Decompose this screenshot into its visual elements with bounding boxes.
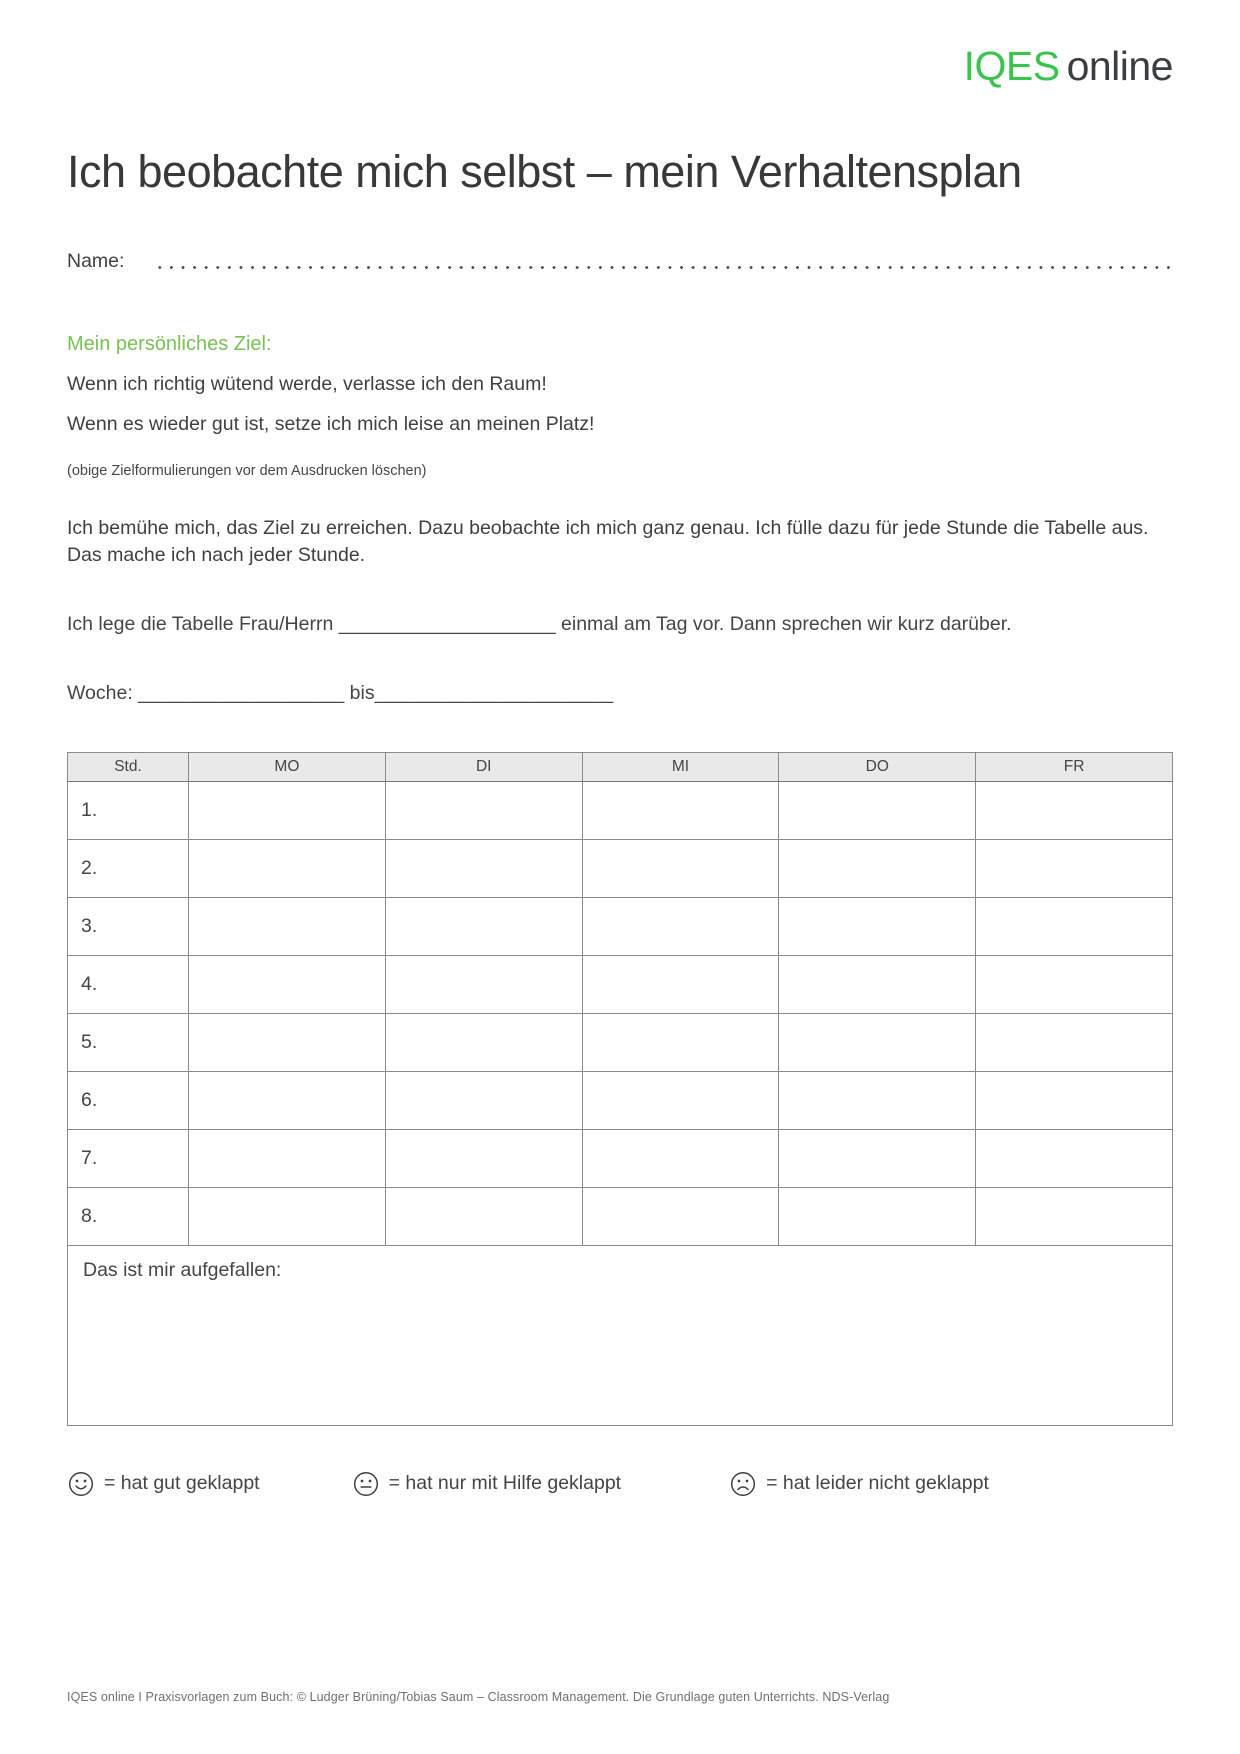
empty-cell: [385, 1071, 582, 1129]
table-row: [68, 955, 1173, 1013]
row-label: 4.: [68, 955, 189, 1013]
empty-cell: [976, 1013, 1173, 1071]
empty-cell: [582, 955, 779, 1013]
legend-label: = hat nur mit Hilfe geklappt: [388, 1472, 622, 1495]
empty-cell: [189, 1129, 386, 1187]
row-label: 8.: [68, 1187, 189, 1245]
smiley-happy-icon: [67, 1470, 95, 1498]
table-row: [68, 1187, 1173, 1245]
empty-cell: [189, 781, 386, 839]
goal-line-2: Wenn es wieder gut ist, setze ich mich leise an meinen Platz!: [67, 413, 595, 436]
legend-item-happy: [67, 1470, 260, 1498]
legend: [67, 1470, 1173, 1498]
col-header-do: DO: [779, 752, 976, 781]
logo: [67, 0, 1173, 87]
empty-cell: [189, 1187, 386, 1245]
row-label: 5.: [68, 1013, 189, 1071]
row-label: 7.: [68, 1129, 189, 1187]
col-header-mi: MI: [582, 752, 779, 781]
empty-cell: [582, 1071, 779, 1129]
empty-cell: [385, 1187, 582, 1245]
submit-paragraph: Ich lege die Tabelle Frau/Herrn ____________________ einmal am Tag vor. Dann sprechen wir kurz darüber.: [67, 612, 1012, 635]
table-row: [68, 781, 1173, 839]
empty-cell: [582, 1187, 779, 1245]
table-row: [68, 1013, 1173, 1071]
empty-cell: [779, 955, 976, 1013]
empty-cell: [385, 781, 582, 839]
empty-cell: [385, 955, 582, 1013]
empty-cell: [976, 955, 1173, 1013]
smiley-sad-icon: [729, 1470, 757, 1498]
empty-cell: [976, 1129, 1173, 1187]
week-line: Woche: ___________________ bis______________________: [67, 681, 614, 704]
instruction-paragraph: Ich bemühe mich, das Ziel zu erreichen. Dazu beobachte ich mich ganz genau. Ich fülle dazu für jede Stunde die Tabelle aus. Das mache ich nach jeder Stunde.: [67, 517, 1149, 566]
empty-cell: [582, 1013, 779, 1071]
row-label: 1.: [68, 781, 189, 839]
notes-label: Das ist mir aufgefallen:: [83, 1258, 282, 1281]
behavior-table: [67, 752, 1173, 1246]
empty-cell: [582, 781, 779, 839]
empty-cell: [189, 839, 386, 897]
empty-cell: [385, 1129, 582, 1187]
col-header-mo: MO: [189, 752, 386, 781]
empty-cell: [582, 839, 779, 897]
goal-heading: Mein persönliches Ziel:: [67, 333, 272, 356]
empty-cell: [385, 897, 582, 955]
empty-cell: [976, 897, 1173, 955]
smiley-neutral-icon: [352, 1470, 380, 1498]
footer-credit: IQES online I Praxisvorlagen zum Buch: © Ludger Brüning/Tobias Saum – Classroom Management. Die Grundlage guten Unterrichts. NDS-Verlag: [67, 1690, 890, 1704]
empty-cell: [976, 1187, 1173, 1245]
logo-online-text: online: [1066, 43, 1173, 89]
name-row: [67, 250, 1173, 273]
col-header-fr: FR: [976, 752, 1173, 781]
empty-cell: [385, 1013, 582, 1071]
table-row: [68, 839, 1173, 897]
empty-cell: [779, 1013, 976, 1071]
row-label: 6.: [68, 1071, 189, 1129]
table-row: [68, 1071, 1173, 1129]
empty-cell: [779, 897, 976, 955]
notes-box: [67, 1246, 1173, 1426]
goal-note: (obige Zielformulierungen vor dem Ausdrucken löschen): [67, 463, 427, 480]
legend-item-neutral: [352, 1470, 622, 1498]
col-header-di: DI: [385, 752, 582, 781]
legend-item-sad: [729, 1470, 989, 1498]
empty-cell: [189, 1071, 386, 1129]
page-title: Ich beobachte mich selbst – mein Verhaltensplan: [67, 146, 1022, 197]
empty-cell: [385, 839, 582, 897]
table-header-row: [68, 752, 1173, 781]
empty-cell: [779, 781, 976, 839]
empty-cell: [976, 839, 1173, 897]
table-row: [68, 1129, 1173, 1187]
name-fill-in-line: [154, 263, 1173, 272]
col-header-std: Std.: [68, 752, 189, 781]
empty-cell: [976, 781, 1173, 839]
empty-cell: [189, 955, 386, 1013]
empty-cell: [779, 1187, 976, 1245]
empty-cell: [189, 897, 386, 955]
empty-cell: [976, 1071, 1173, 1129]
table-row: [68, 897, 1173, 955]
empty-cell: [189, 1013, 386, 1071]
legend-label: = hat gut geklappt: [104, 1472, 260, 1495]
name-label: Name:: [67, 250, 125, 273]
logo-iqes-text: IQES: [963, 43, 1060, 89]
empty-cell: [779, 839, 976, 897]
empty-cell: [779, 1129, 976, 1187]
legend-label: = hat leider nicht geklappt: [766, 1472, 989, 1495]
empty-cell: [582, 1129, 779, 1187]
row-label: 3.: [68, 897, 189, 955]
empty-cell: [779, 1071, 976, 1129]
row-label: 2.: [68, 839, 189, 897]
goal-line-1: Wenn ich richtig wütend werde, verlasse ich den Raum!: [67, 373, 547, 396]
empty-cell: [582, 897, 779, 955]
